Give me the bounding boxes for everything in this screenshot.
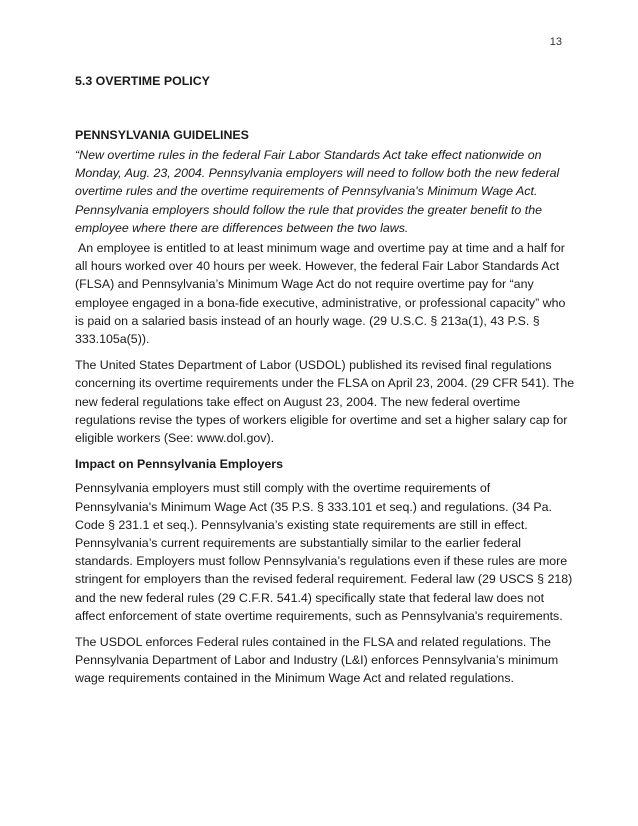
page-content (75, 72, 575, 696)
impact-heading: Impact on Pennsylvania Employers (75, 457, 283, 472)
section-heading: 5.3 OVERTIME POLICY (75, 74, 210, 88)
subheading-pennsylvania-guidelines: PENNSYLVANIA GUIDELINES (75, 128, 249, 142)
paragraph-pa-compliance: Pennsylvania employers must still comply with the overtime requirements of Pennsylvania's Minimum Wage Act (35 P.S. § 333.101 et seq.) and regulations. (34 Pa. Code § 231.1 et seq.). Pennsylvania’s existing state requirements are still in effect. Pennsylvania’s current requirements are substantially similar to the earlier federal standards. Employers must follow Pennsylvania’s regulations even if these rules are more stringent for employers than the revised federal requirement. Federal law (29 USCS § 218) and the new federal rules (29 C.F.R. 541.4) specifically state that federal law does not affect enforcement of state overtime requirements, such as Pennsylvania's requirements. (75, 481, 573, 623)
paragraph-overtime-entitlement: An employee is entitled to at least minimum wage and overtime pay at time and a half for all hours worked over 40 hours per week. However, the federal Fair Labor Standards Act (FLSA) and Pennsylvania’s Minimum Wage Act do not require overtime pay for “any employee engaged in a bona-fide executive, administrative, or professional capacity” who is paid on a salaried basis instead of an hourly wage. (29 U.S.C. § 213a(1), 43 P.S. § 333.105a(5)). (75, 241, 566, 347)
quoted-notice: “New overtime rules in the federal Fair Labor Standards Act take effect nationwide on Monday, Aug. 23, 2004. Pennsylvania employers will need to follow both the new federal overtime rules and the overtime requirements of Pennsylvania's Minimum Wage Act. Pennsylvania employers should follow the rule that provides the greater benefit to the employee where there are differences between the two laws. (75, 148, 560, 235)
page-number: 13 (549, 36, 562, 48)
paragraph-enforcement: The USDOL enforces Federal rules contained in the FLSA and related regulations. The Pennsylvania Department of Labor and Industry (L&I) enforces Pennsylvania’s minimum wage requirements contained in the Minimum Wage Act and related regulations. (75, 635, 559, 686)
paragraph-usdol-regulations: The United States Department of Labor (USDOL) published its revised final regulations concerning its overtime requirements under the FLSA on April 23, 2004. (29 CFR 541). The new federal regulations take effect on August 23, 2004. The new federal overtime regulations revise the types of workers eligible for overtime and set a higher salary cap for eligible workers (See: www.dol.gov). (75, 358, 575, 446)
